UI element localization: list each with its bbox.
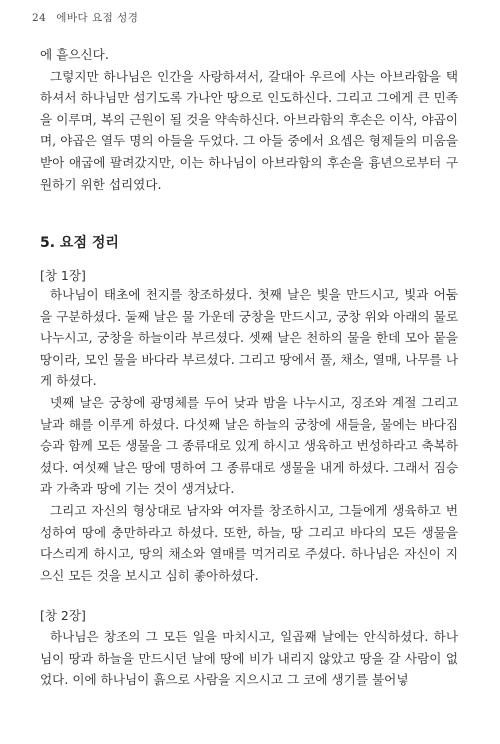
chapter-1-paragraph-3: 그리고 자신의 형상대로 남자와 여자를 창조하시고, 그들에게 생육하고 번성하여 땅에 충만하라고 하셨다. 또한, 하늘, 땅 그리고 바다의 모든 생물을 다스리게 하시고, 땅의 채소와 열매를 먹거리로 주셨다. 하나님은 자신이 지으신 모든 것을 보시고 심히 좋아하셨다.: [40, 502, 458, 583]
chapter-2-paragraph-1: 하나님은 창조의 그 모든 일을 마치시고, 일곱째 날에는 안식하셨다. 하나님이 땅과 하늘을 만드시던 날에 땅에 비가 내리지 않았고 땅을 갈 사람이 없었다. 이에 하나님이 흙으로 사람을 지으시고 그 코에 생기를 불어넣: [40, 629, 458, 688]
chapter-2-label: [창 2장]: [40, 608, 86, 623]
chapter-1-text: [40, 284, 458, 586]
chapter-1-paragraph-2: 넷째 날은 궁창에 광명체를 두어 낮과 밤을 나누시고, 징조와 계절 그리고 날과 해를 이루게 하셨다. 다섯째 날은 하늘의 궁창에 새들을, 물에는 바다짐승과 함께 모든 생물을 그 종류대로 있게 하시고 생육하고 번성하라고 축복하셨다. 여섯째 날은 땅에 명하여 그 종류대로 생물을 내게 하셨다. 그래서 짐승과 가축과 땅에 기는 것이 생겨났다.: [40, 394, 458, 497]
chapter-1-paragraph-1: 하나님이 태초에 천지를 창조하셨다. 첫째 날은 빛을 만드시고, 빛과 어둠을 구분하셨다. 둘째 날은 물 가운데 궁창을 만드시고, 궁창 위와 아래의 물로 나누시고, 궁창을 하늘이라 부르셨다. 셋째 날은 천하의 물을 한데 모아 뭍을 땅이라, 모인 물을 바다라 부르셨다. 그리고 땅에서 풀, 채소, 열매, 나무를 나게 하셨다.: [40, 287, 458, 389]
intro-text: [40, 44, 458, 195]
page-number: 24: [32, 12, 47, 24]
book-title: 에바다 요점 성경: [56, 12, 139, 24]
intro-paragraph-1: 에 흩으신다.: [40, 47, 109, 62]
intro-paragraph-2: 그렇지만 하나님은 인간을 사랑하셔서, 갈대아 우르에 사는 아브라함을 택하셔서 하나님만 섬기도록 가나안 땅으로 인도하신다. 그리고 그에게 큰 민족을 이루며, 복의 근원이 될 것을 약속하신다. 아브라함의 후손은 이삭, 야곱이며, 야곱은 열두 명의 아들을 두었다. 그 아들 중에서 요셉은 형제들의 미움을 받아 애굽에 팔려갔지만, 이는 하나님이 아브라함의 후손을 흉년으로부터 구원하기 위한 섭리였다.: [40, 68, 458, 192]
section-title: 5. 요점 정리: [40, 235, 119, 251]
running-header: [32, 10, 138, 25]
chapter-2-text: [40, 626, 458, 691]
chapter-1-label: [창 1장]: [40, 268, 86, 283]
